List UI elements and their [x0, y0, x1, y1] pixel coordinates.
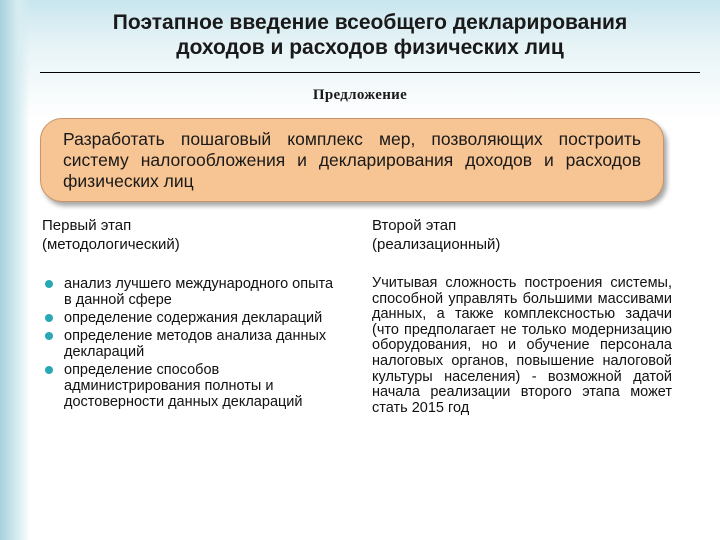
list-item	[42, 362, 342, 410]
slide-title-line-1: Поэтапное введение всеобщего декларирования	[112, 11, 628, 34]
list-item	[42, 276, 342, 308]
bullet-icon	[45, 280, 53, 288]
list-item-text: определение способов администрирования полноты и достоверности данных деклараций	[64, 362, 303, 410]
list-item-text: анализ лучшего международного опыта в данной сфере	[64, 276, 334, 308]
stage-one-column	[42, 216, 342, 410]
stage-two-subtitle: (реализационный)	[372, 236, 501, 253]
list-item-text: определение содержания деклараций	[64, 310, 323, 326]
proposal-heading: Предложение	[312, 87, 408, 103]
list-item	[42, 328, 342, 360]
stage-two-description: Учитывая сложность построения системы, способной управлять большими массивами данных, а также комплексностью задачи (что предполагает не только модернизацию оборудования, но и обучение персонала налоговых органов, повышение налоговой культуры населения) - возможной датой начала реализации второго этапа может стать 2015 год	[372, 275, 672, 416]
decorative-left-band	[0, 0, 30, 540]
proposal-box	[40, 118, 664, 202]
bullet-icon	[45, 332, 53, 340]
stage-two-title: Второй этап	[372, 217, 457, 234]
list-item	[42, 310, 342, 326]
stage-one-subtitle: (методологический)	[42, 236, 180, 253]
stage-one-list	[42, 276, 342, 412]
bullet-icon	[45, 366, 53, 374]
slide-title-line-2: доходов и расходов физических лиц	[176, 36, 564, 59]
bullet-icon	[45, 314, 53, 322]
stage-one-title: Первый этап	[42, 217, 132, 234]
stage-two-column	[372, 216, 672, 416]
title-divider	[40, 72, 700, 73]
proposal-text: Разработать пошаговый комплекс мер, позволяющих построить систему налогообложения и декларирования доходов и расходов физических лиц	[63, 129, 641, 191]
slide-title	[40, 10, 700, 60]
list-item-text: определение методов анализа данных деклараций	[64, 328, 327, 360]
